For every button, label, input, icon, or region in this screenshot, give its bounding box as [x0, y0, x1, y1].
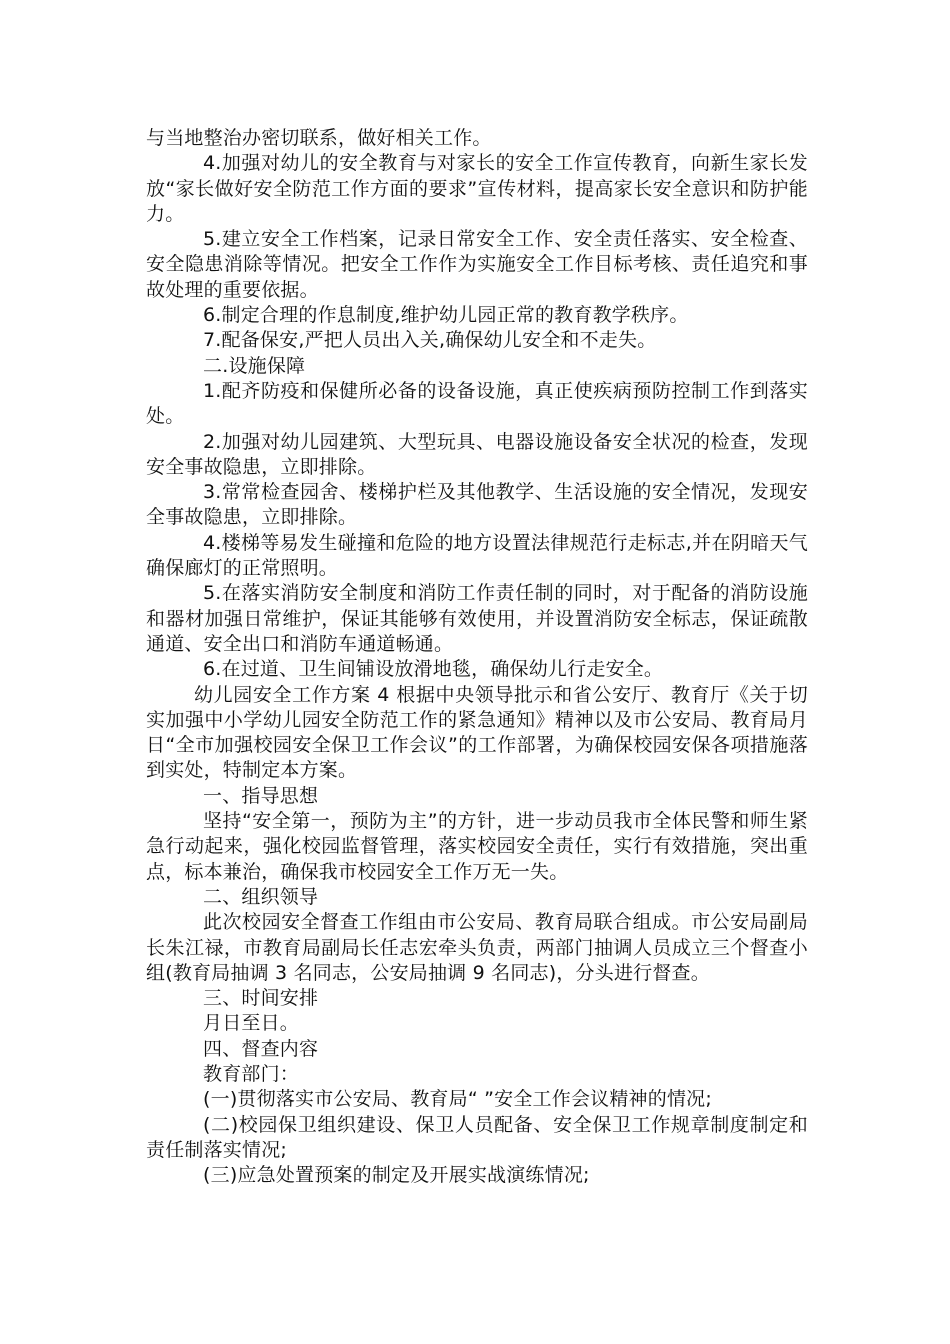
paragraph-education-dept: 教育部门：	[203, 1062, 300, 1085]
paragraph-item-4: 4.加强对幼儿的安全教育与对家长的安全工作宣传教育，向新生家长发放“家长做好安全防范工作方面的要求”宣传材料，提高家长安全意识和防护能力。	[146, 152, 808, 225]
document-body	[146, 126, 808, 1188]
paragraph-item-7: 7.配备保安,严把人员出入关,确保幼儿安全和不走失。	[203, 329, 657, 352]
paragraph-continuation: 与当地整治办密切联系，做好相关工作。	[146, 127, 492, 149]
paragraph-facility-2: 2.加强对幼儿园建筑、大型玩具、电器设施设备安全状况的检查，发现安全事故隐患，立即排除。	[146, 430, 808, 478]
section-heading-guiding: 一、指导思想	[203, 784, 319, 807]
paragraph-plan-4-intro: 幼儿园安全工作方案 4 根据中央领导批示和省公安厅、教育厅《关于切实加强中小学幼儿园安全防范工作的紧急通知》精神以及市公安局、教育局月日“全市加强校园安全保卫工作会议”的工作部署，为确保校园安保各项措施落到实处，特制定本方案。	[146, 683, 808, 782]
paragraph-organization: 此次校园安全督查工作组由市公安局、教育局联合组成。市公安局副局长朱江禄，市教育局副局长任志宏牵头负责，两部门抽调人员成立三个督查小组(教育局抽调 3 名同志，公安局抽调 9 名同志)，分头进行督查。	[146, 911, 808, 984]
paragraph-item-6: 6.制定合理的作息制度,维护幼儿园正常的教育教学秩序。	[203, 304, 689, 327]
paragraph-facility-1: 1.配齐防疫和保健所必备的设备设施，真正使疾病预防控制工作到落实处。	[146, 379, 808, 428]
paragraph-guiding: 坚持“安全第一，预防为主”的方针，进一步动员我市全体民警和师生紧急行动起来，强化校园监督管理，落实校园安全责任，实行有效措施，突出重点，标本兼治，确保我市校园安全工作万无一失。	[146, 810, 808, 883]
section-heading-facilities: 二.设施保障	[203, 354, 306, 377]
section-heading-schedule: 三、时间安排	[203, 987, 319, 1010]
paragraph-inspection-3: (三)应急处置预案的制定及开展实战演练情况;	[203, 1164, 590, 1187]
paragraph-facility-3: 3.常常检查园舍、楼梯护栏及其他教学、生活设施的安全情况，发现安全事故隐患，立即排除。	[146, 481, 808, 529]
section-heading-organization: 二、组织领导	[203, 885, 319, 908]
section-heading-inspection: 四、督查内容	[203, 1037, 319, 1060]
paragraph-facility-6: 6.在过道、卫生间铺设放滑地毯，确保幼儿行走安全。	[203, 658, 664, 681]
paragraph-facility-5: 5.在落实消防安全制度和消防工作责任制的同时，对于配备的消防设施和器材加强日常维护，保证其能够有效使用，并设置消防安全标志，保证疏散通道、安全出口和消防车通道畅通。	[146, 582, 808, 655]
paragraph-inspection-2: (二)校园保卫组织建设、保卫人员配备、安全保卫工作规章制度制定和责任制落实情况;	[146, 1113, 808, 1161]
paragraph-item-5: 5.建立安全工作档案，记录日常安全工作、安全责任落实、安全检查、安全隐患消除等情况。把安全工作作为实施安全工作目标考核、责任追究和事故处理的重要依据。	[146, 228, 808, 301]
paragraph-facility-4: 4.楼梯等易发生碰撞和危险的地方设置法律规范行走标志,并在阴暗天气确保廊灯的正常照明。	[146, 531, 808, 580]
paragraph-inspection-1: (一)贯彻落实市公安局、教育局“ ”安全工作会议精神的情况;	[203, 1088, 712, 1111]
paragraph-schedule: 月日至日。	[203, 1012, 300, 1035]
